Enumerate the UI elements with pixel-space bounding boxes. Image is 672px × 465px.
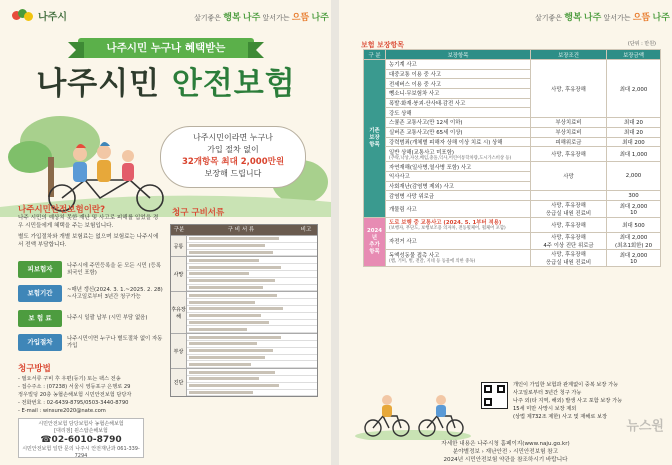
intro-title: 나주시민안전보험이란? — [18, 205, 106, 215]
table-row: 자전거 사고 사망, 후유장해 4주 이상 진단 위로금 최대 2,000 (최초1회한) 20 — [364, 232, 661, 249]
coverage-section-title: 보험 보장항목 — [361, 41, 405, 49]
insurer-phone: ☎02-6010-8790 — [40, 435, 122, 445]
table-row: 개물림 사고 사망, 후유장해 응급실 내원 진료비 최대 2,000 10 — [364, 200, 661, 217]
group-existing: 기존 보장 항목 — [364, 60, 386, 218]
table-row: 뺑소니·무보험차 사고 — [364, 89, 661, 99]
table-row: 폭발·화재·붕괴·산사태·감전 사고 — [364, 98, 661, 108]
group-2024-added: 2024년 추가 항목 — [364, 217, 386, 266]
table-row: 강도 상해 — [364, 108, 661, 118]
coverage-notes: 개인이 가입한 보험과 관계없이 중복 보장 가능 사고일로부터 3년간 청구 가능 나주 외(타 지역, 해외) 발생 사고 포함 보장 가능 15세 미만 사망시 보장 제외 (상법 제732조 제한) 사고 및 재해로 보장 — [513, 382, 623, 420]
table-row: 익사사고 — [364, 171, 661, 181]
unit-label: (단위 : 만원) — [627, 41, 656, 47]
table-row: 2024년 추가 항목 도로 보행 중 교통사고 (2024. 5. 1부터 적용) (보행자, 무단도, 보행보조용 의자차, 전동휠체어, 휠체어 포함) 사망, 후유장해 최대 500 — [364, 217, 661, 232]
table-row: 독액성동물 접촉 사고 (뱀, 거미, 벌, 전갈, 지네 등 동물에 의한 중독) 사망, 후유장해 응급실 내원 진료비 최대 2,000 10 — [364, 249, 661, 266]
city-name: 나주시 — [38, 12, 67, 23]
naju-logo — [12, 8, 67, 23]
table-row: 실버존 교통사고(만 65세 이상) 부상치료비 최대 20 — [364, 127, 661, 137]
table-row: 대중교통 이용 중 사고 — [364, 69, 661, 79]
table-row: 일반 상해(교통사고 미포함) (추락,낙상,자상,베임,충돌,익사,어린이통학차량,도시가스비상 등) 사망, 후유장해 최대 1,000 — [364, 147, 661, 162]
benefit-speech-bubble: 나주시민이라면 누구나 가입 절차 없이 32개항목 최대 2,000만원 보장해 드립니다 — [160, 126, 306, 188]
slogan-right: 살기좋은 행복 나주 앞서가는 으뜸 나주 — [535, 13, 670, 23]
left-page — [0, 0, 331, 465]
info-row-premium: 보 험 료 나주시 일괄 납부 (시민 부담 없음) — [18, 308, 163, 329]
table-row: 감염병 사망 위로금 300 — [364, 191, 661, 201]
watermark: 뉴스원 — [626, 419, 664, 434]
claim-method: - 필요서류 구비 후 우편(등기) 또는 팩스 전송 - 접수주소 : (07238) 서울시 영등포구 은행로 29 정우빌딩 20층 농협손해보험 시민안전보험 담당자 - 전화번호 : 02-6439-8795/0503-3440-8790 - E-mail : winsure2020@nate.com — [18, 376, 132, 414]
table-row: 자연재해(일사병,열사병 포함) 사고 사망 2,000 — [364, 162, 661, 172]
intro-text: 나주 시민의 예상치 못한 재난 및 사고로 피해를 입었을 경우 시민들에게 혜택을 주는 보험입니다. 별도 가입절차와 개별 보험료는 없으며 보험료는 나주시에서 전액 부담합니다. — [18, 215, 159, 248]
claim-title: 청구방법 — [18, 364, 51, 374]
qr-code-icon[interactable] — [481, 382, 508, 409]
page-title: 나주시민 안전보험 — [36, 66, 296, 102]
title-ribbon: 나주시민 누구나 혜택받는 — [78, 38, 254, 58]
info-row-enrollment: 가입절차 나주시민이면 누구나 별도절차 없이 자동가입 — [18, 332, 163, 353]
slogan: 살기좋은 행복 나주 앞서가는 으뜸 나주 — [194, 13, 329, 23]
footer-info: 자세한 내용은 나주시청 홈페이지(www.naju.go.kr) 분야별정보 › 재난안전 › 시민안전보험 참고 2024년 시민안전보험 약관을 참조하시기 바랍니다 — [441, 441, 570, 463]
coverage-table — [363, 49, 661, 267]
kids-bicycle-illustration — [353, 384, 473, 440]
table-row: 전세버스 이용 중 사고 — [364, 79, 661, 89]
docs-title: 청구 구비서류 — [172, 208, 225, 218]
insurer-contact-box: 시민안전보험 담당보험사 농협손해보험 [대리점] 윈스탑손해보험 ☎02-6010-8790 시민안전보험 일반 문의 나주시 안전재난과 061-339-7294 — [18, 418, 144, 458]
info-row-period: 보험기간 ~매년 갱신(2024. 3. 1.~2025. 2. 28) ~사고일로부터 3년간 청구가능 — [18, 283, 163, 304]
naju-logo-icon — [12, 9, 34, 23]
info-row-insured: 피보험자 나주시에 주민등록을 둔 모든 시민 (등록 외국인 포함) — [18, 259, 163, 280]
right-page — [339, 0, 672, 465]
table-row: 강력범죄(개체별 피해자 상해 이상 치료 시) 상해 피해위로금 최대 200 — [364, 137, 661, 147]
table-header-row: 구 분 보장항목 보장조건 보장금액 — [364, 50, 661, 60]
table-row: 사회재난(감염병 제외) 사고 — [364, 181, 661, 191]
table-row: 기존 보장 항목 농기계 사고 사망, 후유장해 최대 2,000 — [364, 60, 661, 70]
table-row: 스쿨존 교통사고(만 12세 이하) 부상치료비 최대 20 — [364, 118, 661, 128]
required-documents-table: 구분 구 비 서 류 비고 공통 사망 후유장해 부상 진단 — [170, 224, 318, 397]
